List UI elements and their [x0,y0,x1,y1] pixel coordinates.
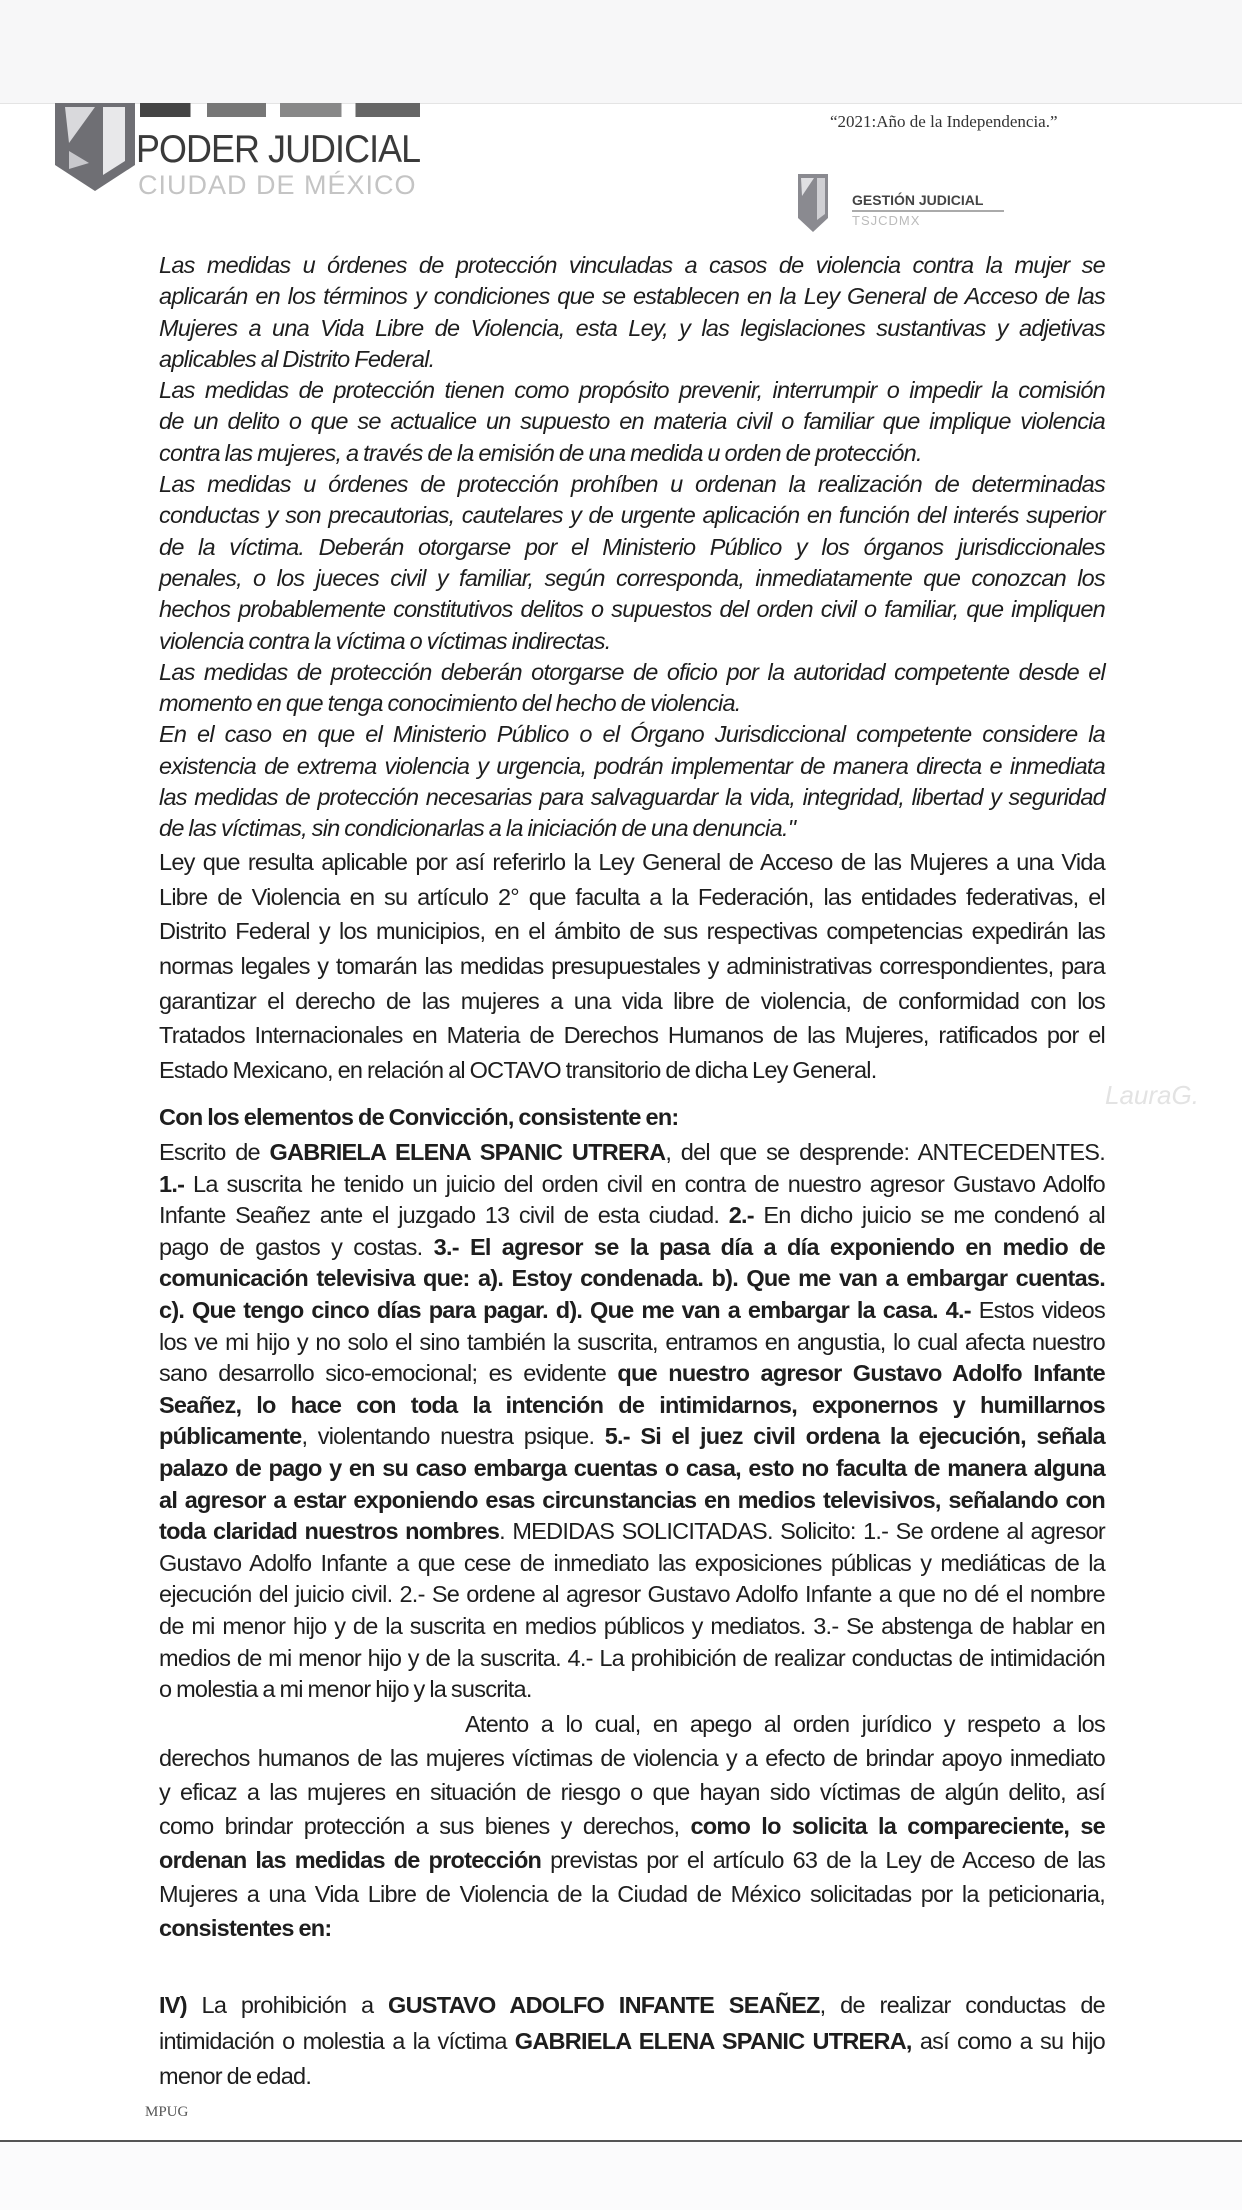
text-span: normas legales y tomarán las medidas presupuestales y administrativas correspondientes, para [159,953,1105,980]
text-line [159,1453,1105,1485]
text-line [159,1053,1105,1088]
logo-title: PODER JUDICIAL [136,128,421,171]
text-span: Infante Seañez ante el juzgado 13 civil de esta ciudad. [159,1202,729,1229]
text-line [159,1674,1105,1706]
text-span: contra las mujeres, a través de la emisión de una medida u orden de protección. [159,439,922,466]
text-span: Las medidas de protección tienen como propósito prevenir, interrumpir o impedir la comisión [159,377,1105,404]
text-span: Atento a lo cual, en apego al orden jurídico y respeto a los [465,1711,1105,1737]
text-span: medios de mi menor hijo y de la suscrita. 4.- La prohibición de realizar conductas de intimidación [159,1644,1105,1671]
text-line [159,1988,1105,2024]
watermark: LauraG. [1105,1080,1199,1110]
text-line [159,782,1105,813]
text-line [159,1548,1105,1580]
text-line [159,1877,1105,1911]
text-span: conductas y son precautorias, cautelares y de urgente aplicación en función del interés superior [159,502,1105,529]
text-line [159,1485,1105,1517]
text-line [159,1843,1105,1877]
text-span: violencia contra la víctima o víctimas indirectas. [159,627,611,654]
bold-text: GABRIELA ELENA SPANIC UTRERA, [514,2027,912,2054]
bold-text: como lo solicita la compareciente, se [690,1813,1105,1839]
text-span: En el caso en que el Ministerio Público o el Órgano Jurisdiccional competente considere la [159,721,1105,748]
text-line [159,813,1105,844]
paragraph-block [159,845,1105,1088]
text-span: La suscrita he tenido un juicio del orden civil en contra de nuestro agresor Gustavo Adolfo [184,1170,1105,1197]
text-line [159,2059,1105,2095]
text-line [159,914,1105,949]
text-line [159,1358,1105,1390]
text-span: de las víctimas, sin condicionarlas a la iniciación de una denuncia." [159,815,796,842]
text-line [159,1741,1105,1775]
text-span: aplicarán en los términos y condiciones que se establecen en la Ley General de Acceso de las [159,283,1105,310]
bold-text: 1.- [159,1170,185,1197]
text-line [159,344,1105,375]
text-span: , violentando nuestra psique. [301,1423,605,1450]
text-line [159,1611,1105,1643]
text-span: los ve mi hijo y no solo el sino también la suscrita, entramos en angustia, lo cual afecta nuestro [159,1328,1105,1355]
text-line [159,1018,1105,1053]
text-span: pago de gastos y costas. [159,1233,434,1260]
text-span: La prohibición a [186,1992,389,2018]
text-line [159,1263,1105,1295]
text-span: Estado Mexicano, en relación al OCTAVO transitorio de dicha Ley General. [159,1057,877,1084]
text-line [159,406,1105,437]
text-line [159,1390,1105,1422]
text-span: existencia de extrema violencia y urgencia, podrán implementar de manera directa e inmediata [159,752,1105,779]
text-span: intimidación o molestia a la víctima [159,2027,515,2054]
text-span: sano desarrollo sico-emocional; es evidente [159,1360,618,1387]
bold-text: c). Que tengo cinco días para pagar. d). Que me van a embargar la casa. [159,1296,938,1323]
bottom-bar [0,2140,1242,2210]
text-span: Distrito Federal y los municipios, en el ámbito de sus respectivas competencias expedirán las [159,918,1105,945]
bold-text: 4.- [945,1296,971,1323]
text-span: Gustavo Adolfo Infante a que cese de inmediato las exposiciones públicas y mediáticas de la [159,1549,1105,1576]
text-line [159,688,1105,719]
bold-text: 3.- El agresor se la pasa día a día exponiendo en medio de [433,1233,1105,1260]
gestion-divider [852,210,1004,212]
text-line [159,984,1105,1019]
text-line [159,500,1105,531]
text-span: Mujeres a una Vida Libre de Violencia de la Ciudad de México solicitadas por la peticionaria, [159,1881,1105,1907]
bold-text: públicamente [159,1423,302,1450]
paragraph-block [159,250,1105,845]
text-span: como brindar protección a sus bienes y derechos, [159,1813,691,1839]
bold-text: ordenan las medidas de protección [159,1847,542,1873]
text-line [159,1137,1105,1169]
bold-text: que nuestro agresor Gustavo Adolfo Infante [617,1360,1105,1387]
text-span: así como a su hijo [911,2027,1105,2054]
year-quote: “2021:Año de la Independencia.” [830,112,1058,131]
bold-text: al agresor a estar exponiendo esas circunstancias en medios televisivos, señalando con [159,1486,1105,1513]
text-span: Ley que resulta aplicable por así referirlo la Ley General de Acceso de las Mujeres a una Vida [159,849,1105,875]
text-span: garantizar el derecho de las mujeres a una vida libre de violencia, de conformidad con los [159,987,1105,1014]
bold-text: consistentes en: [159,1915,332,1941]
text-span: Estos videos [970,1296,1105,1323]
gestion-subtitle: TSJCDMX [852,213,921,228]
text-span: Las medidas u órdenes de protección vinculadas a casos de violencia contra la mujer se [159,252,1105,278]
text-span: Las medidas de protección deberán otorgarse de oficio por la autoridad competente desde el [159,658,1105,685]
bold-text: comunicación televisiva que: a). Estoy condenada. b). Que me van a embargar cuentas. [159,1265,1105,1292]
text-line [159,1579,1105,1611]
text-line [159,657,1105,688]
top-bar [0,0,1242,104]
text-span: Las medidas u órdenes de protección prohíben u ordenan la realización de determinadas [159,471,1105,498]
paragraph-block [159,1102,1105,1132]
bold-text: Seañez, lo hace con toda la intención de intimidarnos, exponernos y humillarnos [159,1391,1105,1418]
paragraph-block [159,1137,1105,1706]
bold-text: GABRIELA ELENA SPANIC UTRERA [269,1139,666,1165]
text-span: y eficaz a las mujeres en situación de riesgo o que hayan sido víctimas de algún delito, así [159,1779,1105,1805]
text-line [159,1707,1105,1741]
text-span: hechos probablemente constitutivos delitos o supuestos del orden civil o familiar, que impliquen [159,596,1105,623]
text-span: Libre de Violencia en su artículo 2° que faculta a la Federación, las entidades federativas, el [159,883,1105,910]
text-line [159,880,1105,915]
text-line [159,281,1105,312]
text-line [159,845,1105,880]
text-line [159,594,1105,625]
text-line [159,1516,1105,1548]
text-span: derechos humanos de las mujeres víctimas de violencia y a efecto de brindar apoyo inmediato [159,1745,1105,1771]
text-span: menor de edad. [159,2063,312,2089]
text-line [159,375,1105,406]
footer-code: MPUG [145,2104,189,2120]
text-line [159,469,1105,500]
text-line [159,1102,1105,1132]
text-line [159,563,1105,594]
text-line [159,626,1105,657]
text-span: . MEDIDAS SOLICITADAS. Solicito: 1.- Se ordene al agresor [499,1518,1105,1545]
text-span: , del que se desprende: ANTECEDENTES. [665,1139,1106,1165]
paragraph-block [159,1707,1105,1945]
text-line [159,1809,1105,1843]
text-span: aplicables al Distrito Federal. [159,345,435,372]
poder-judicial-logo-icon [55,103,137,191]
gestion-judicial-logo-icon [798,174,828,232]
text-line [159,1169,1105,1201]
bold-text: 2.- [728,1202,754,1229]
text-line [159,949,1105,984]
text-span: Mujeres a una Vida Libre de Violencia, esta Ley, y las legislaciones sustantivas y adjetivas [159,314,1105,341]
text-line [159,1200,1105,1232]
text-line [159,1327,1105,1359]
text-line [159,1643,1105,1675]
text-span: previstas por el artículo 63 de la Ley de Acceso de las [541,1847,1105,1873]
bold-text: 5.- Si el juez civil ordena la ejecución, señala [604,1423,1105,1450]
text-line [159,1295,1105,1327]
bold-text: palazo de pago y en su caso embarga cuentas o casa, esto no faculta de manera alguna [159,1454,1105,1481]
text-span: de un delito o que se actualice un supuesto en materia civil o familiar que implique violencia [159,408,1105,435]
text-line [159,751,1105,782]
text-span: , de realizar conductas de [819,1992,1106,2018]
text-line [159,1911,1105,1945]
gestion-judicial-title: GESTIÓN JUDICIAL [852,192,984,208]
text-line [159,1421,1105,1453]
text-span: ejecución del juicio civil. 2.- Se ordene al agresor Gustavo Adolfo Infante a que no dé el nombre [159,1581,1105,1608]
text-span: momento en que tenga conocimiento del hecho de violencia. [159,690,741,717]
text-span: o molestia a mi menor hijo y la suscrita. [159,1676,532,1703]
text-line [159,313,1105,344]
text-span: de la víctima. Deberán otorgarse por el Ministerio Público y los órganos jurisdiccionales [159,533,1105,560]
bold-text: toda claridad nuestros nombres [159,1518,500,1545]
logo-subtitle: CIUDAD DE MÉXICO [138,170,417,200]
text-span: Tratados Internacionales en Materia de Derechos Humanos de las Mujeres, ratificados por el [159,1022,1105,1049]
text-span: las medidas de protección necesarias para salvaguardar la vida, integridad, libertad y seguridad [159,784,1105,811]
text-span: penales, o los jueces civil y familiar, según corresponda, inmediatamente que conozcan los [159,564,1105,591]
text-line [159,532,1105,563]
cdmx-logo-letters [140,103,420,117]
text-span: de mi menor hijo y de la suscrita en medios públicos y mediatos. 3.- Se abstenga de hablar en [159,1612,1105,1639]
text-line [159,250,1105,281]
paragraph-block [159,1988,1105,2095]
text-span: En dicho juicio se me condenó al [753,1202,1106,1229]
text-line [159,1775,1105,1809]
text-span [938,1297,946,1323]
text-line [159,1232,1105,1264]
text-line [159,438,1105,469]
bold-text: GUSTAVO ADOLFO INFANTE SEAÑEZ [388,1992,820,2018]
text-span: Escrito de [159,1139,270,1165]
bold-text: IV) [159,1992,187,2018]
bold-text: Con los elementos de Convicción, consistente en: [159,1104,679,1130]
text-line [159,2024,1105,2060]
text-line [159,719,1105,750]
